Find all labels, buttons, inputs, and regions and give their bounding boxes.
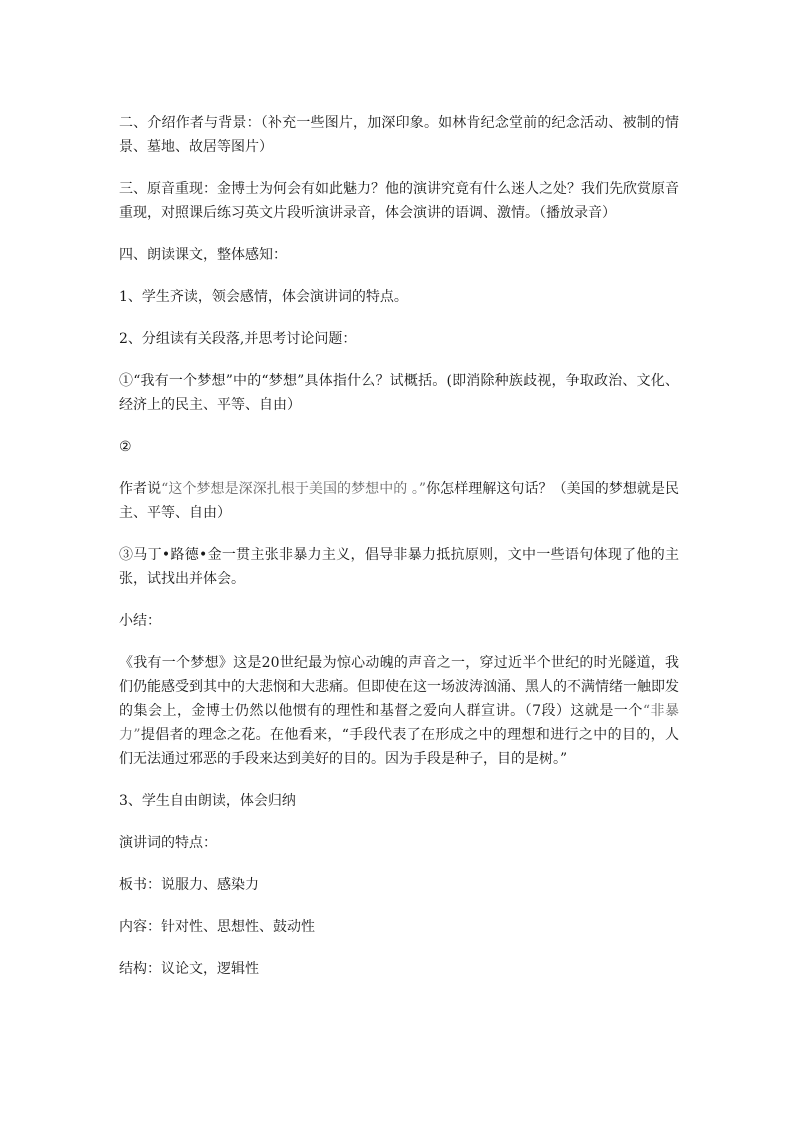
summary-label: 小结：: [119, 613, 161, 629]
question-3: ③马丁•路德•金一贯主张非暴力主义，倡导非暴力抵抗原则，文中一些语句体现了他的主张，试找出并体会。: [119, 547, 679, 587]
question-2-rest: 你怎样理解这句话？（美国的梦想就是民主、平等、自由）: [119, 481, 680, 521]
summary-paragraph: [119, 651, 679, 771]
summary-part-d: “手段代表了在形成之中的理想和进行之中的目的，人们无法通过邪恶的手段来达到美好的目的。因为手段是种子，目的是树。”: [119, 727, 680, 767]
question-2: [119, 477, 679, 525]
document-page: [119, 111, 679, 999]
question-2-marker: ②: [119, 439, 132, 455]
question-2-quote: “这个梦想是深深扎根于美国的梦想中的 。”: [161, 481, 427, 497]
step-2-discussion: 2、分组读有关段落,并思考讨论问题：: [119, 331, 357, 347]
board-notes: 板书：说服力、感染力: [119, 877, 259, 893]
summary-part-c: 提倡者的理念之花。在他看来，: [140, 727, 342, 743]
summary-part-a: 《我有一个梦想》这是20世纪最为惊心动魄的声音之一，穿过近半个世纪的时光隧道，我们仍能感受到其中的大悲悯和大悲痛。但即使在这一场波涛汹涌、黑人的不满情绪一触即发的集会上，金博士仍然以他惯有的理性和基督之爱向人群宣讲。（7段）这就是一个: [119, 655, 679, 719]
features-label: 演讲词的特点：: [119, 835, 217, 851]
section-intro-author: 二、介绍作者与背景：（补充一些图片，加深印象。如林肯纪念堂前的纪念活动、被制的情景、墓地、故居等图片）: [119, 115, 679, 155]
question-1: ①“我有一个梦想”中的“梦想”具体指什么？试概括。(即消除种族歧视，争取政治、文化、经济上的民主、平等、自由）: [119, 373, 679, 413]
step-3-free-reading: 3、学生自由朗读，体会归纳: [119, 793, 296, 809]
summary-part-b: “非暴力”: [119, 703, 679, 743]
section-reading-heading: 四、朗读课文，整体感知：: [119, 247, 287, 263]
step-1-group-reading: 1、学生齐读，领会感情，体会演讲词的特点。: [119, 289, 408, 305]
section-original-audio: 三、原音重现：金博士为何会有如此魅力？他的演讲究竟有什么迷人之处？我们先欣赏原音重现，对照课后练习英文片段听演讲录音，体会演讲的语调、激情。（播放录音）: [119, 181, 679, 221]
structure-notes: 结构：议论文，逻辑性: [119, 961, 259, 977]
question-2-prefix: 作者说: [119, 481, 162, 497]
content-notes: 内容：针对性、思想性、鼓动性: [119, 919, 315, 935]
